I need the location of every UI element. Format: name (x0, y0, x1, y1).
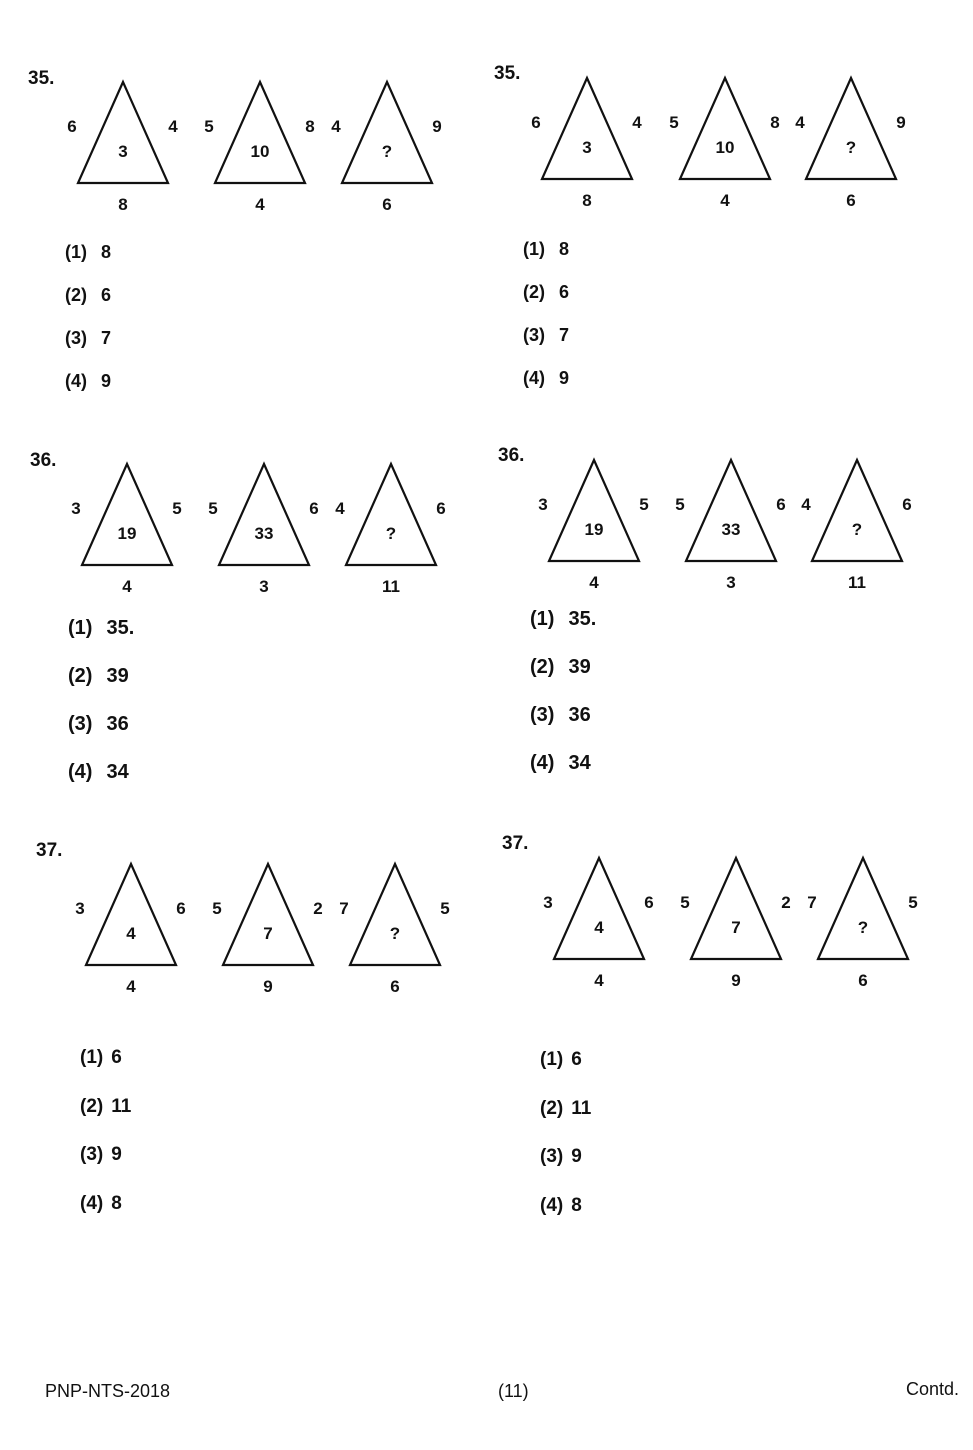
answer-option (65, 242, 111, 263)
option-number: (2) (540, 1097, 564, 1119)
answer-option (65, 285, 111, 306)
option-value: 8 (571, 1194, 582, 1216)
triangle-left-number: 4 (795, 113, 805, 132)
triangle-bottom-number: 9 (731, 971, 741, 990)
triangle-bottom-number: 9 (263, 977, 273, 996)
triangle-figure (330, 862, 460, 1002)
option-number: (3) (523, 325, 545, 345)
triangle-outline (86, 864, 176, 965)
option-number: (3) (540, 1146, 564, 1167)
option-number: (2) (530, 656, 555, 678)
triangle-left-number: 4 (801, 495, 811, 514)
triangle-center-number: 3 (582, 138, 592, 157)
answer-option (68, 761, 129, 784)
triangle-right-number: 6 (436, 499, 446, 518)
answer-option (540, 1098, 591, 1120)
triangle-center-number: ? (857, 918, 869, 937)
option-value: 11 (571, 1097, 592, 1119)
question-number: 35. (494, 63, 521, 84)
answer-option (80, 1047, 122, 1069)
triangle-center-number: ? (381, 142, 393, 161)
triangle-bottom-number: 4 (594, 971, 604, 990)
triangle-outline (78, 82, 168, 183)
option-number: (4) (65, 371, 87, 391)
triangle-right-number: 8 (770, 113, 780, 132)
triangle-left-number: 7 (807, 893, 817, 912)
triangle-figure (322, 80, 452, 220)
triangle-center-number: 3 (118, 142, 128, 161)
triangle-figure (786, 76, 916, 216)
option-number: (4) (80, 1192, 104, 1214)
triangle-left-number: 4 (335, 499, 345, 518)
triangle-bottom-number: 8 (118, 195, 128, 214)
option-value: 9 (571, 1146, 582, 1167)
triangle-left-number: 5 (204, 117, 214, 136)
answer-option (530, 752, 591, 775)
triangle-center-number: 4 (126, 924, 136, 943)
triangle-outline (806, 78, 896, 179)
triangle-center-number: 19 (584, 520, 604, 539)
question-number: 37. (36, 840, 63, 861)
option-number: (1) (80, 1047, 104, 1068)
triangle-left-number: 6 (67, 117, 77, 136)
triangle-center-number: 7 (263, 924, 273, 943)
triangle-center-number: ? (385, 524, 397, 543)
triangle-bottom-number: 6 (382, 195, 392, 214)
answer-option (80, 1096, 131, 1118)
triangle-bottom-number: 3 (259, 577, 269, 596)
option-number: (1) (530, 608, 555, 630)
question-number: 36. (30, 450, 57, 471)
triangle-bottom-number: 6 (858, 971, 868, 990)
triangle-center-number: 33 (721, 520, 741, 539)
option-number: (1) (68, 617, 93, 639)
triangle-center-number: 10 (250, 142, 270, 161)
triangle-center-number: 33 (254, 524, 274, 543)
option-value: 35. (106, 617, 135, 639)
triangle-bottom-number: 4 (255, 195, 265, 214)
triangle-figure (522, 76, 652, 216)
option-value: 6 (559, 282, 570, 302)
triangle-right-number: 9 (432, 117, 442, 136)
triangle-left-number: 3 (71, 499, 81, 518)
triangle-figure (798, 856, 928, 996)
triangle-outline (812, 460, 902, 561)
triangle-bottom-number: 11 (382, 577, 400, 596)
triangle-figure (792, 458, 922, 598)
option-number: (3) (530, 704, 555, 726)
triangle-right-number: 6 (644, 893, 654, 912)
option-number: (1) (540, 1049, 564, 1070)
triangle-outline (691, 858, 781, 959)
triangle-center-number: ? (845, 138, 857, 157)
answer-option (540, 1146, 582, 1168)
option-value: 6 (571, 1049, 582, 1070)
triangle-center-number: 10 (715, 138, 735, 157)
triangle-outline (223, 864, 313, 965)
option-number: (4) (540, 1194, 564, 1216)
triangle-center-number: ? (389, 924, 401, 943)
triangle-bottom-number: 4 (126, 977, 136, 996)
option-number: (2) (80, 1095, 104, 1117)
triangle-right-number: 4 (632, 113, 642, 132)
triangle-right-number: 4 (168, 117, 178, 136)
option-value: 39 (106, 665, 129, 687)
answer-option (65, 328, 111, 349)
footer-continued: Contd. (906, 1379, 960, 1399)
answer-option (530, 608, 596, 631)
triangle-bottom-number: 6 (390, 977, 400, 996)
option-number: (2) (68, 665, 93, 687)
answer-option (65, 371, 111, 392)
triangle-left-number: 3 (543, 893, 553, 912)
triangle-bottom-number: 11 (848, 573, 866, 592)
option-value: 39 (568, 656, 591, 678)
option-number: (3) (68, 713, 93, 735)
triangle-center-number: 7 (731, 918, 741, 937)
triangle-figure (66, 862, 196, 1002)
option-value: 7 (101, 328, 112, 348)
triangle-figure (326, 462, 456, 602)
triangle-right-number: 9 (896, 113, 906, 132)
answer-option (540, 1049, 582, 1071)
option-number: (4) (530, 752, 555, 774)
answer-option (523, 325, 569, 346)
option-value: 6 (101, 285, 112, 305)
triangle-outline (554, 858, 644, 959)
answer-option (523, 282, 569, 303)
option-value: 8 (559, 239, 570, 259)
triangle-figure (58, 80, 188, 220)
triangle-figure (195, 80, 325, 220)
triangle-right-number: 6 (902, 495, 912, 514)
option-number: (2) (65, 285, 87, 305)
triangle-bottom-number: 3 (726, 573, 736, 592)
triangle-figure (666, 458, 796, 598)
triangle-outline (215, 82, 305, 183)
triangle-outline (549, 460, 639, 561)
triangle-figure (199, 462, 329, 602)
option-number: (1) (523, 239, 545, 259)
option-number: (3) (65, 328, 87, 348)
triangle-outline (818, 858, 908, 959)
option-number: (2) (523, 282, 545, 302)
option-value: 8 (101, 242, 112, 262)
triangle-right-number: 5 (639, 495, 649, 514)
triangle-figure (660, 76, 790, 216)
triangle-outline (686, 460, 776, 561)
answer-option (530, 656, 591, 679)
triangle-bottom-number: 6 (846, 191, 856, 210)
triangle-figure (529, 458, 659, 598)
option-value: 8 (111, 1192, 122, 1214)
triangle-left-number: 5 (212, 899, 222, 918)
answer-option (540, 1195, 582, 1217)
question-number: 36. (498, 445, 525, 466)
triangle-right-number: 2 (781, 893, 791, 912)
option-number: (3) (80, 1144, 104, 1165)
triangle-figure (534, 856, 664, 996)
answer-option (68, 617, 134, 640)
option-value: 36 (568, 704, 591, 726)
triangle-left-number: 4 (331, 117, 341, 136)
triangle-right-number: 2 (313, 899, 323, 918)
triangle-outline (350, 864, 440, 965)
option-value: 35. (568, 608, 597, 630)
triangle-right-number: 6 (176, 899, 186, 918)
triangle-center-number: 19 (117, 524, 137, 543)
triangle-figure (62, 462, 192, 602)
triangle-right-number: 5 (908, 893, 918, 912)
question-number: 35. (28, 68, 55, 89)
triangle-left-number: 3 (538, 495, 548, 514)
option-value: 11 (111, 1095, 132, 1117)
triangle-right-number: 6 (309, 499, 319, 518)
answer-option (80, 1144, 122, 1166)
triangle-bottom-number: 4 (720, 191, 730, 210)
triangle-outline (82, 464, 172, 565)
triangle-figure (671, 856, 801, 996)
triangle-right-number: 8 (305, 117, 315, 136)
triangle-center-number: ? (851, 520, 863, 539)
option-value: 7 (559, 325, 570, 345)
triangle-outline (346, 464, 436, 565)
triangle-outline (542, 78, 632, 179)
triangle-center-number: 4 (594, 918, 604, 937)
triangle-left-number: 5 (675, 495, 685, 514)
footer-page-number: (11) (498, 1381, 529, 1401)
option-number: (4) (523, 368, 545, 388)
triangle-right-number: 5 (172, 499, 182, 518)
answer-option (530, 704, 591, 727)
option-value: 36 (106, 713, 129, 735)
option-value: 34 (568, 752, 591, 774)
triangle-outline (680, 78, 770, 179)
triangle-left-number: 5 (680, 893, 690, 912)
triangle-left-number: 5 (208, 499, 218, 518)
triangle-right-number: 6 (776, 495, 786, 514)
triangle-left-number: 6 (531, 113, 541, 132)
option-value: 6 (111, 1047, 122, 1068)
option-number: (1) (65, 242, 87, 262)
triangle-left-number: 7 (339, 899, 349, 918)
option-value: 34 (106, 761, 129, 783)
answer-option (68, 665, 129, 688)
triangle-bottom-number: 4 (122, 577, 132, 596)
answer-option (68, 713, 129, 736)
option-value: 9 (559, 368, 570, 388)
triangle-left-number: 5 (669, 113, 679, 132)
answer-option (523, 368, 569, 389)
triangle-figure (203, 862, 333, 1002)
answer-option (80, 1193, 122, 1215)
triangle-bottom-number: 4 (589, 573, 599, 592)
question-number: 37. (502, 833, 529, 854)
option-number: (4) (68, 761, 93, 783)
triangle-outline (342, 82, 432, 183)
option-value: 9 (101, 371, 112, 391)
footer-exam-code: PNP-NTS-2018 (45, 1381, 171, 1401)
triangle-right-number: 5 (440, 899, 450, 918)
option-value: 9 (111, 1144, 122, 1165)
triangle-outline (219, 464, 309, 565)
triangle-left-number: 3 (75, 899, 85, 918)
answer-option (523, 239, 569, 260)
triangle-bottom-number: 8 (582, 191, 592, 210)
